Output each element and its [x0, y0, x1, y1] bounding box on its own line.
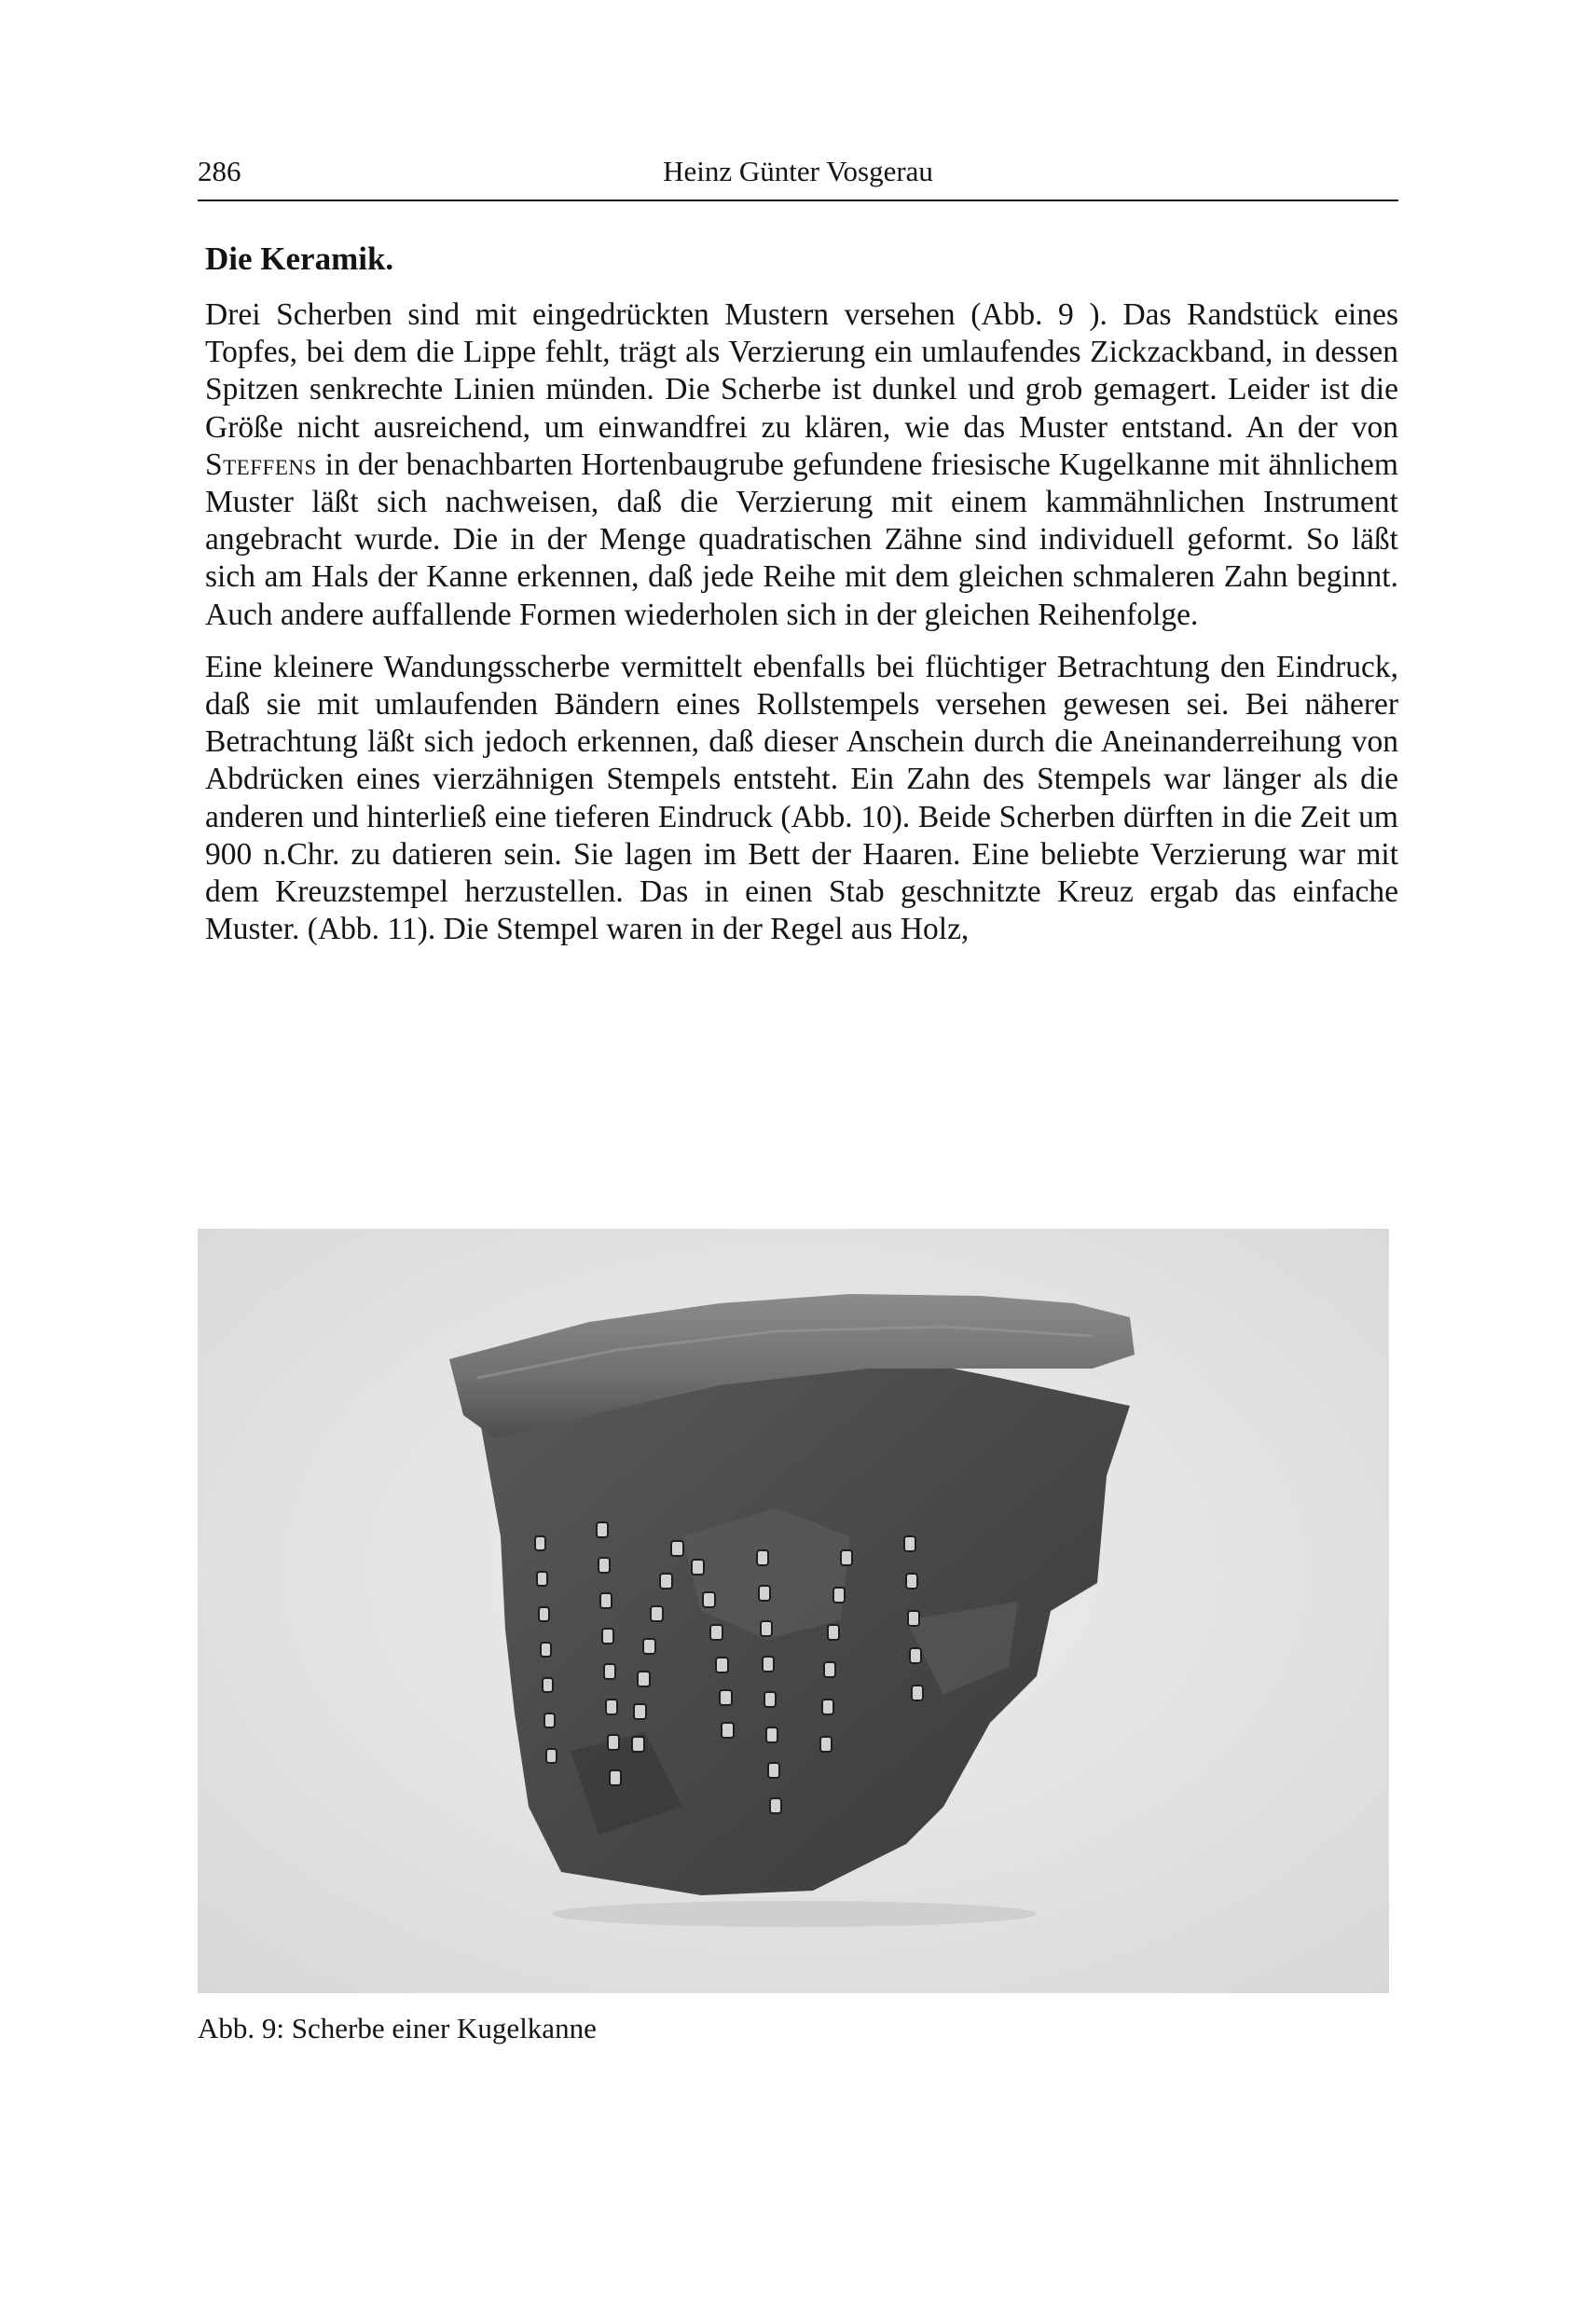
running-head: Heinz Günter Vosgerau — [663, 155, 933, 187]
page-number: 286 — [198, 155, 241, 187]
paragraph-1 — [205, 296, 1398, 634]
section-title: Die Keramik. — [205, 241, 394, 277]
paragraph-1-text-before: Drei Scherben sind mit eingedrückten Mustern versehen (Abb. 9 ). Das Randstück eines Topfes, bei dem die Lippe fehlt, trägt als Verzierung ein umlaufendes Zickzackband, in dessen Spitzen senkrechte Linien münden. Die Scherbe ist dunkel und grob gemagert. Leider ist die Größe nicht ausreichend, um einwandfrei zu klären, wie das Muster entstand. An der von — [205, 297, 1398, 445]
author-name-smallcaps: Steffens — [205, 447, 317, 482]
body-text — [205, 296, 1398, 963]
page-header — [198, 153, 1398, 201]
figure-photo — [198, 1229, 1389, 1993]
figure-caption: Abb. 9: Scherbe einer Kugelkanne — [198, 2012, 597, 2044]
paragraph-2: Eine kleinere Wandungsscherbe vermittelt ebenfalls bei flüchtiger Betrachtung den Eindruck, daß sie mit umlaufenden Bändern eines Rollstempels versehen gewesen sei. Bei näherer Betrachtung läßt sich jedoch erkennen, daß dieser Anschein durch die Aneinanderreihung von Abdrücken eines vierzähnigen Stempels entsteht. Ein Zahn des Stempels war länger als die anderen und hinterließ eine tieferen Eindruck (Abb. 10). Beide Scherben dürften in die Zeit um 900 n.Chr. zu datieren sein. Sie lagen im Bett der Haaren. Eine beliebte Verzierung war mit dem Kreuzstempel herzustellen. Das in einen Stab geschnitzte Kreuz ergab das einfache Muster. (Abb. 11). Die Stempel waren in der Regel aus Holz, — [205, 649, 1398, 947]
paragraph-1-text-after: in der benachbarten Hortenbaugrube gefundene friesische Kugelkanne mit ähnlichem Muster läßt sich nachweisen, daß die Verzierung mit einem kammähnlichen Instrument angebracht wurde. Die in der Menge quadratischen Zähne sind individuell geformt. So läßt sich am Hals der Kanne erkennen, daß jede Reihe mit dem gleichen schmaleren Zahn beginnt. Auch andere auffallende Formen wiederholen sich in der gleichen Reihenfolge. — [205, 447, 1398, 632]
pottery-sherd-photo — [198, 1229, 1389, 1993]
